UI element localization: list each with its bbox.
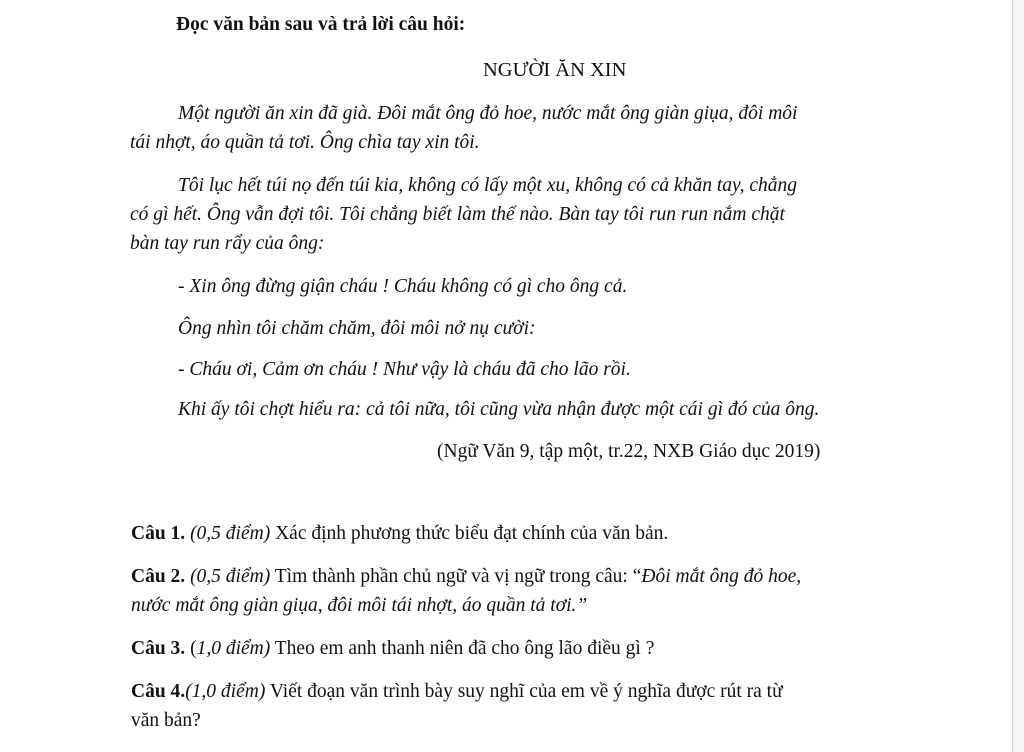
question-points-open: ( [190,638,197,659]
question-4-line-1 [131,680,783,704]
paragraph-line: tái nhợt, áo quần tả tơi. Ông chìa tay xin tôi. [130,132,480,153]
question-label: Câu 2. [131,566,186,587]
question-label: Câu 1. [131,523,186,544]
quoted-sentence: Đôi mắt ông đỏ hoe, [641,566,802,587]
paragraph-line: Tôi lục hết túi nọ đến túi kia, không có lấy một xu, không có cả khăn tay, chẳng [178,175,797,196]
question-1 [131,522,668,546]
question-text: Tìm thành phần chủ ngữ và vị ngữ trong câu: “ [274,566,642,587]
reading-instruction: Đọc văn bản sau và trả lời câu hỏi: [176,14,466,35]
paragraph-line: Khi ấy tôi chợt hiểu ra: cả tôi nữa, tôi cũng vừa nhận được một cái gì đó của ông. [178,399,820,420]
dialogue-line: - Cháu ơi, Cảm ơn cháu ! Như vậy là cháu đã cho lão rồi. [178,359,631,380]
page-edge [1012,0,1024,752]
question-text: Theo em anh thanh niên đã cho ông lão điều gì ? [274,638,655,659]
question-points: (1,0 điểm) [185,681,266,702]
question-text: Xác định phương thức biểu đạt chính của văn bản. [275,523,669,544]
question-4-line-2: văn bản? [131,710,201,731]
question-text: Viết đoạn văn trình bày suy nghĩ của em về ý nghĩa được rút ra từ [269,681,783,702]
paragraph-line: Ông nhìn tôi chăm chăm, đôi môi nở nụ cười: [178,318,536,339]
paragraph-line: có gì hết. Ông vẫn đợi tôi. Tôi chẳng biết làm thế nào. Bàn tay tôi run run nắm chặt [130,204,785,225]
closing-quote: ” [576,595,588,616]
quoted-sentence: nước mắt ông giàn giụa, đôi môi tái nhợt, áo quần tả tơi. [131,595,577,616]
dialogue-line: - Xin ông đừng giận cháu ! Cháu không có gì cho ông cả. [178,276,628,297]
question-2-line-1 [131,565,801,589]
passage-title: NGƯỜI ĂN XIN [483,59,627,81]
paragraph-line: Một người ăn xin đã già. Đôi mắt ông đỏ hoe, nước mắt ông giàn giụa, đôi môi [178,103,798,124]
clipped-next-heading [132,744,392,752]
paragraph-line: bàn tay run rẩy của ông: [130,233,325,254]
question-3 [131,637,654,661]
question-points: (0,5 điểm) [190,566,271,587]
source-citation: (Ngữ Văn 9, tập một, tr.22, NXB Giáo dục 2019) [437,441,821,462]
question-label: Câu 3. [131,638,186,659]
question-points: 1,0 điểm) [196,638,271,659]
question-2-line-2 [131,594,587,618]
question-label: Câu 4. [131,681,186,702]
question-points: (0,5 điểm) [190,523,271,544]
